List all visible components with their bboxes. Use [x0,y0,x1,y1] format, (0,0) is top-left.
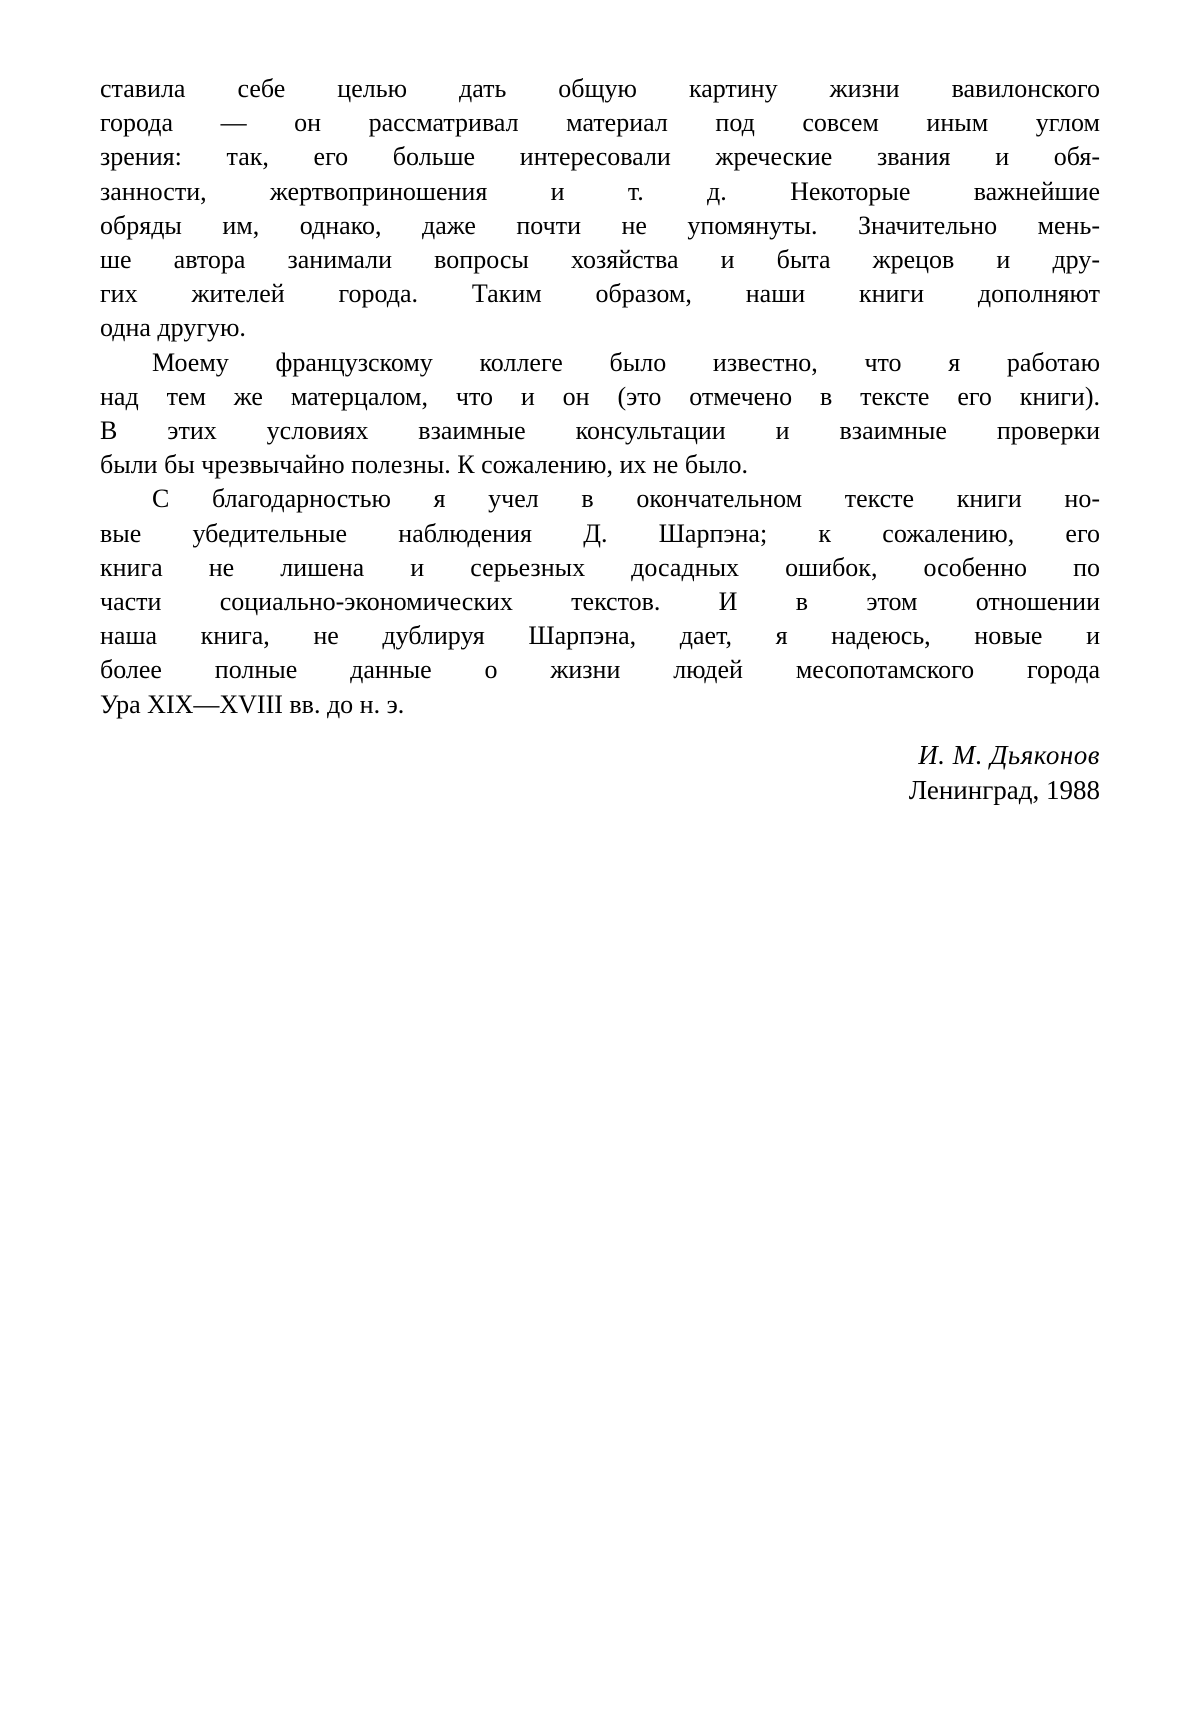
text-line: вые убедительные наблюдения Д. Шарпэна; к сожалению, его [100,518,1100,548]
text-line: С благодарностью я учел в окончательном тексте книги но- [152,484,1100,514]
signature-block [600,738,1100,808]
text-line: города — он рассматривал материал под совсем иным углом [100,108,1100,138]
text-line: Моему французскому коллеге было известно, что я работаю [152,347,1100,377]
text-line: гих жителей города. Таким образом, наши книги дополняют [100,279,1100,309]
author-name: И. М. Дьяконов [918,740,1100,770]
text-line: зрения: так, его больше интересовали жреческие звания и обя- [100,142,1100,172]
paragraph-1 [100,72,1100,346]
text-line: ставила себе целью дать общую картину жизни вавилонского [100,74,1100,103]
paragraph-2 [100,346,1100,483]
place-and-date: Ленинград, 1988 [908,775,1100,805]
text-line: занности, жертвоприношения и т. д. Некоторые важнейшие [100,176,1100,206]
text-line: части социально-экономических текстов. И в этом отношении [100,587,1100,617]
text-line: Ура XIX—XVIII вв. до н. э. [100,689,405,719]
text-line: обряды им, однако, даже почти не упомянуты. Значительно мень- [100,210,1100,240]
text-line: В этих условиях взаимные консультации и взаимные проверки [100,416,1100,446]
text-line: более полные данные о жизни людей месопотамского города [100,655,1100,685]
text-line: над тем же матерцалом, что и он (это отмечено в тексте его книги). [100,381,1100,411]
text-line: ше автора занимали вопросы хозяйства и быта жрецов и дру- [100,245,1100,275]
text-line: одна другую. [100,313,246,343]
text-line: наша книга, не дублируя Шарпэна, дает, я надеюсь, новые и [100,621,1100,651]
text-line: были бы чрезвычайно полезны. К сожалению, их не было. [100,450,749,480]
page-body [100,72,1100,722]
paragraph-3 [100,482,1100,721]
text-line: книга не лишена и серьезных досадных ошибок, особенно по [100,552,1100,582]
